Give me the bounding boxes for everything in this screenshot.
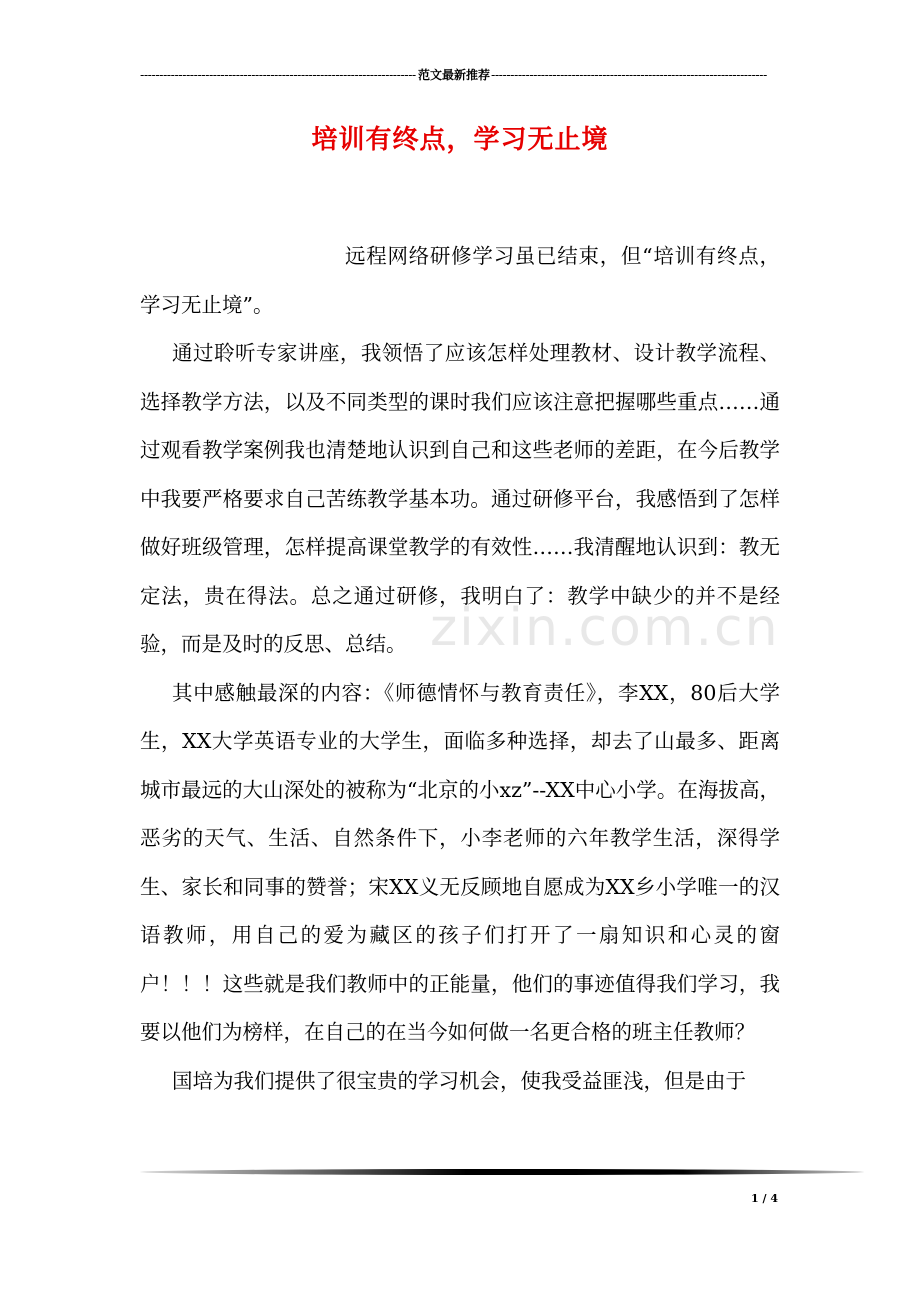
- footer-divider: [140, 1169, 864, 1175]
- page-number: 1 / 4: [751, 1192, 778, 1205]
- document-body: [140, 232, 780, 1105]
- paragraph-examples: 其中感触最深的内容：《师德情怀与教育责任》，李XX，80后大学生，XX大学英语专业的大学生，面临多种选择，却去了山最多、距离城市最远的大山深处的被称为“北京的小xz”--XX中心小学。在海拔高，恶劣的天气、生活、自然条件下，小李老师的六年教学生活，深得学生、家长和同事的赞誉；宋XX义无反顾地自愿成为XX乡小学唯一的汉语教师，用自己的爱为藏区的孩子们打开了一扇知识和心灵的窗户！！！这些就是我们教师中的正能量，他们的事迹值得我们学习，我要以他们为榜样，在自己的在当今如何做一名更合格的班主任教师？: [140, 680, 780, 1044]
- paragraph-reflection: 通过聆听专家讲座，我领悟了应该怎样处理教材、设计教学流程、选择教学方法，以及不同类型的课时我们应该注意把握哪些重点……通过观看教学案例我也清楚地认识到自己和这些老师的差距，在今后教学中我要严格要求自己苦练教学基本功。通过研修平台，我感悟到了怎样做好班级管理，怎样提高课堂教学的有效性……我清醒地认识到：教无定法，贵在得法。总之通过研修，我明白了：教学中缺少的并不是经验，而是及时的反思、总结。: [140, 341, 780, 656]
- paragraph-intro: 远程网络研修学习虽已结束，但“培训有终点，学习无止境”。: [140, 244, 780, 317]
- header-dash-left: ------------------------------------------------------------------------: [140, 68, 416, 82]
- header-label: 范文最新推荐: [418, 68, 491, 82]
- paragraph-conclusion: 国培为我们提供了很宝贵的学习机会，使我受益匪浅，但是由于: [172, 1068, 746, 1093]
- header-dash-right: ------------------------------------------------------------------------: [491, 68, 767, 82]
- page-header: [140, 66, 768, 84]
- watermark: zixin.com.cn: [430, 598, 780, 658]
- document-title: 培训有终点，学习无止境: [311, 125, 609, 155]
